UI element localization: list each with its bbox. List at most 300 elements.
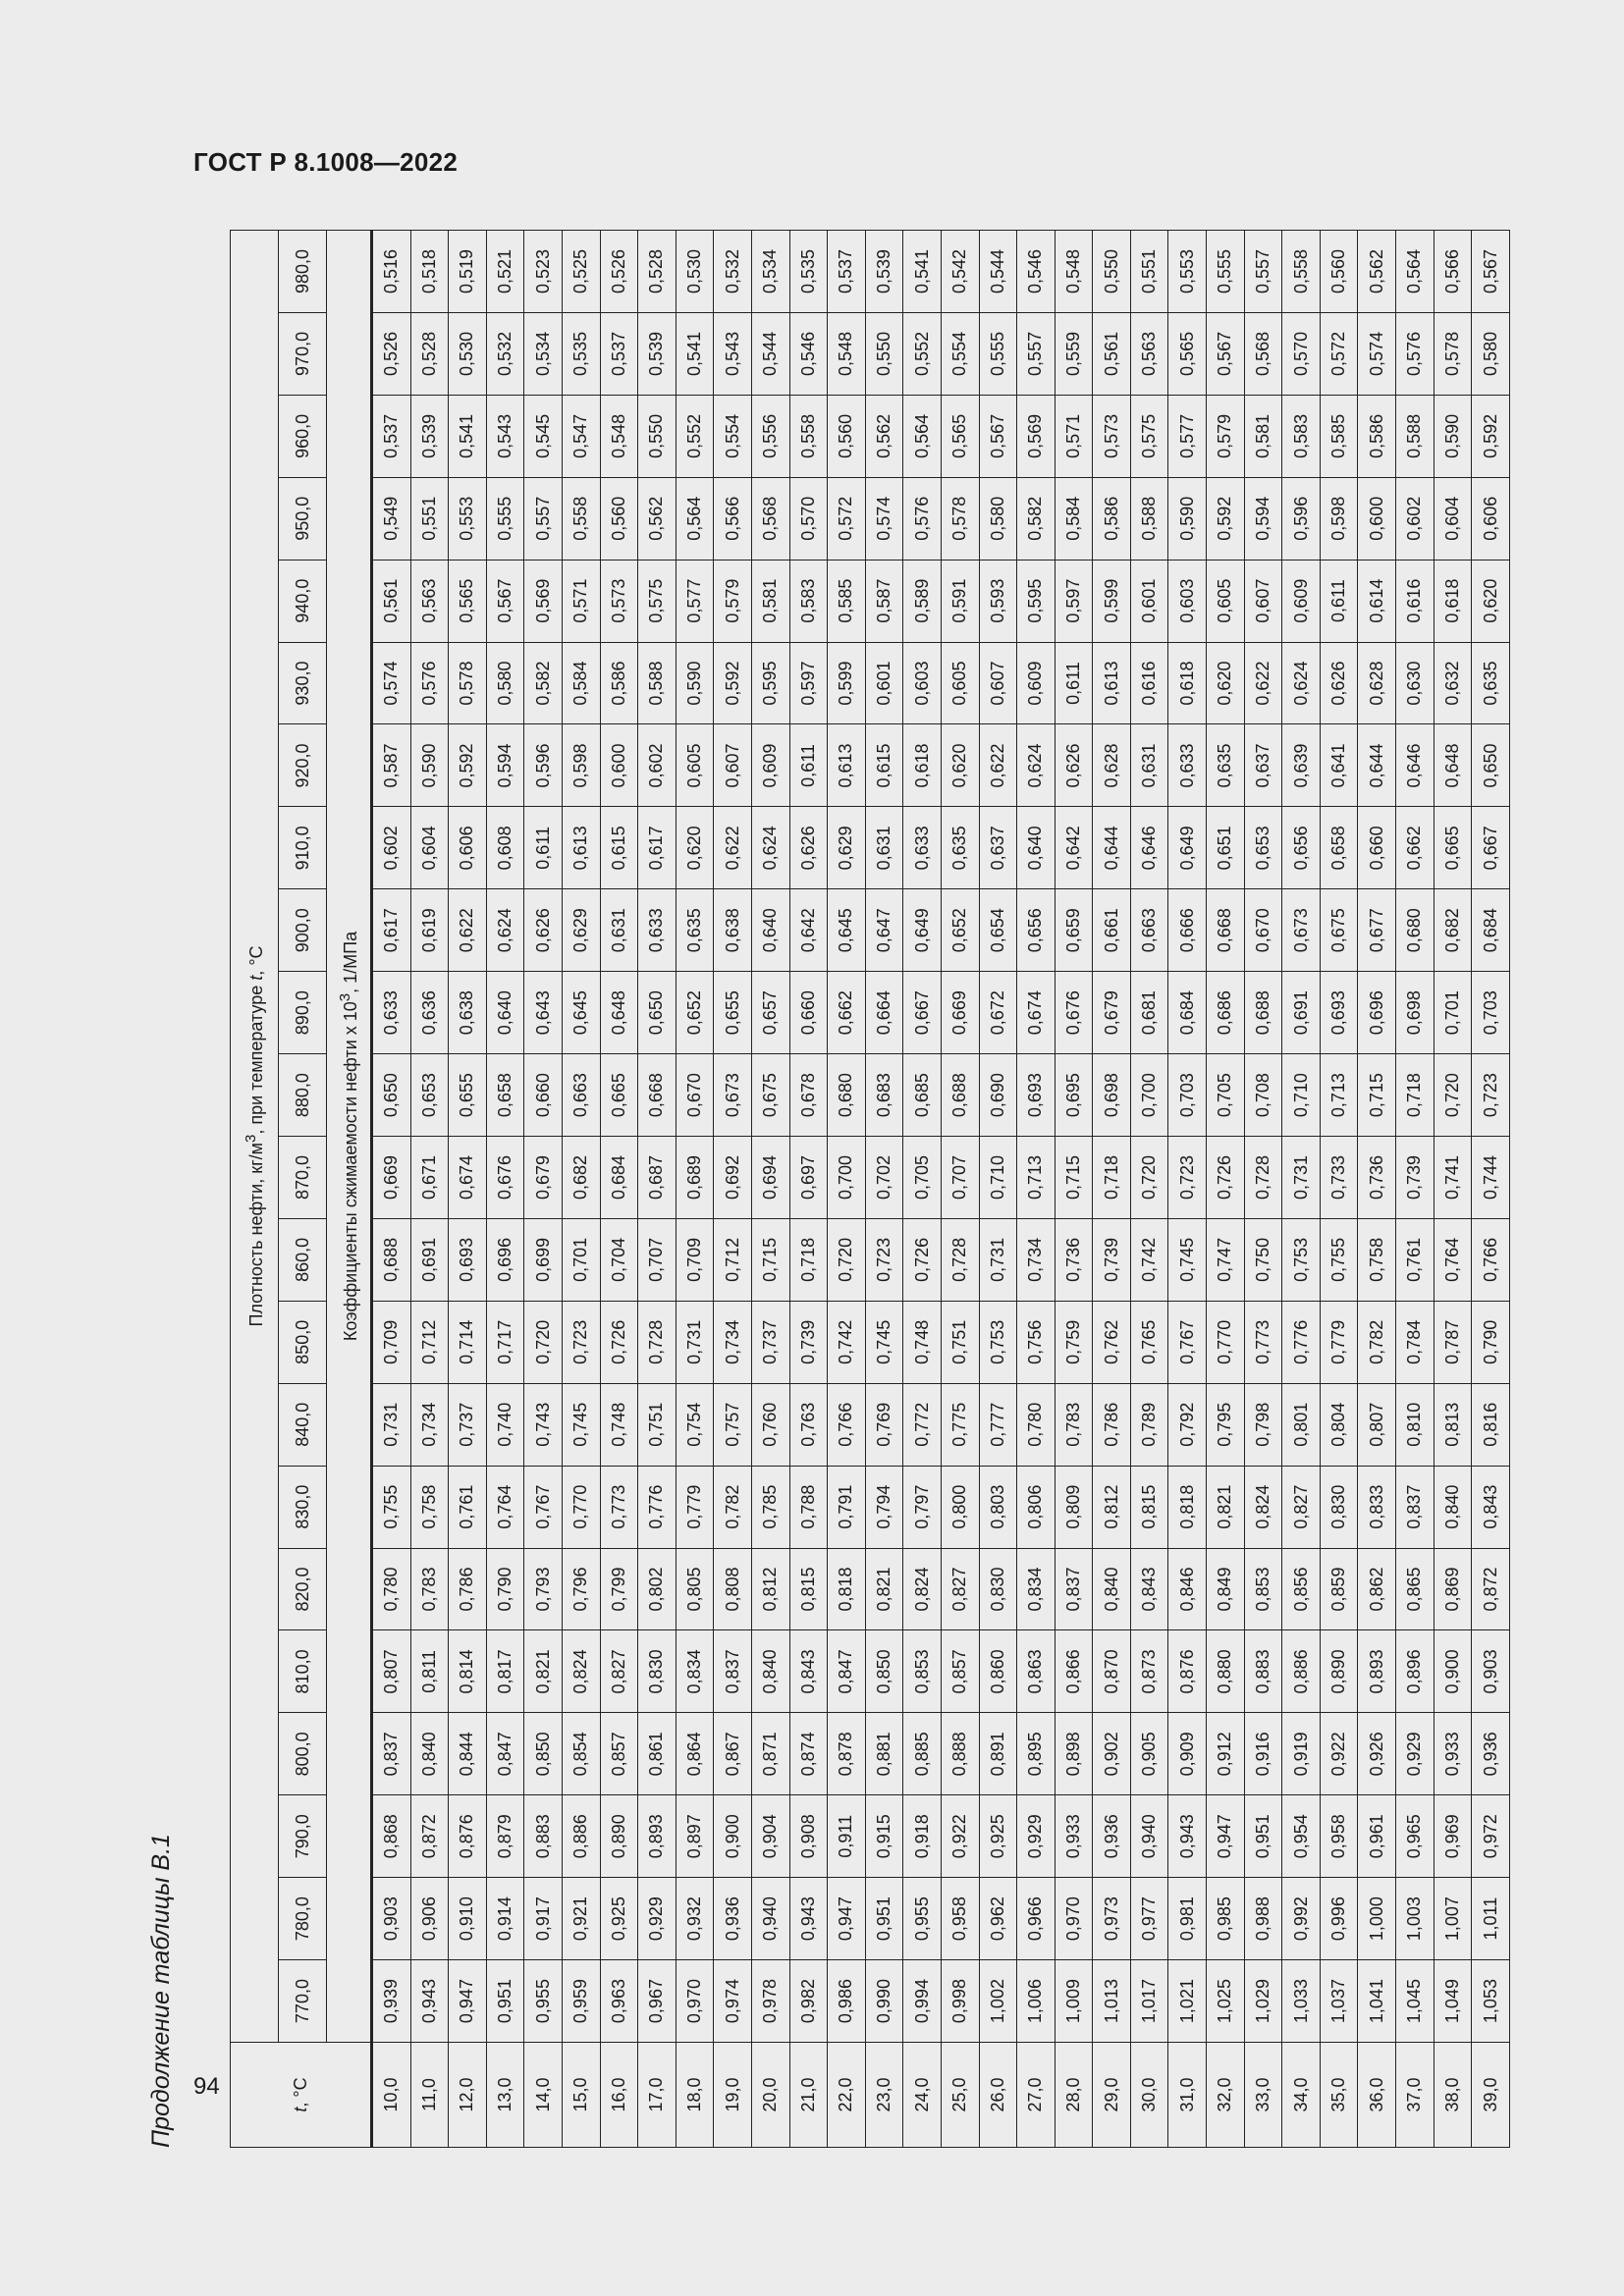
coefficient-cell: 0,766 xyxy=(828,1383,866,1466)
coefficient-cell: 0,565 xyxy=(1168,312,1207,395)
coefficient-cell: 0,815 xyxy=(789,1548,828,1630)
coefficient-cell: 0,642 xyxy=(1055,807,1093,889)
coefficient-cell: 0,940 xyxy=(1130,1795,1168,1878)
coefficient-cell: 0,564 xyxy=(903,395,942,477)
coefficient-cell: 0,560 xyxy=(600,477,638,560)
coefficient-cell: 0,637 xyxy=(1244,724,1282,807)
coefficient-cell: 0,996 xyxy=(1320,1878,1358,1960)
temperature-cell: 31,0 xyxy=(1168,2043,1207,2148)
coefficient-cell: 0,550 xyxy=(1093,231,1131,313)
coefficient-cell: 0,592 xyxy=(449,724,487,807)
density-values-row xyxy=(279,231,327,2148)
coefficient-cell: 0,751 xyxy=(941,1301,979,1383)
coefficient-cell: 0,541 xyxy=(903,231,942,313)
coefficient-cell: 0,700 xyxy=(828,1137,866,1219)
coefficient-cell: 0,551 xyxy=(1130,231,1168,313)
coefficient-cell: 0,736 xyxy=(1055,1218,1093,1301)
coefficient-cell: 0,563 xyxy=(410,560,449,642)
coefficient-cell: 0,844 xyxy=(449,1713,487,1795)
coefficient-cell: 0,543 xyxy=(486,395,524,477)
coefficient-cell: 0,617 xyxy=(372,889,411,972)
coefficient-cell: 0,759 xyxy=(1055,1301,1093,1383)
coefficient-cell: 0,534 xyxy=(751,231,789,313)
coefficient-cell: 0,758 xyxy=(1358,1218,1396,1301)
coefficient-cell: 0,560 xyxy=(828,395,866,477)
coefficient-cell: 0,609 xyxy=(1017,642,1056,724)
coefficient-cell: 0,659 xyxy=(1055,889,1093,972)
coefficient-cell: 0,605 xyxy=(1207,560,1245,642)
coefficient-cell: 0,580 xyxy=(1472,312,1510,395)
coefficient-cell: 0,528 xyxy=(410,312,449,395)
table-row xyxy=(600,231,638,2148)
coefficient-cell: 0,734 xyxy=(410,1383,449,1466)
coefficient-cell: 0,900 xyxy=(714,1795,752,1878)
coefficient-cell: 0,594 xyxy=(486,724,524,807)
coefficient-cell: 0,607 xyxy=(979,642,1017,724)
coefficient-cell: 0,548 xyxy=(828,312,866,395)
density-column-header: 970,0 xyxy=(279,312,327,395)
coefficient-cell: 0,686 xyxy=(1207,972,1245,1054)
coefficient-cell: 0,699 xyxy=(524,1218,563,1301)
coefficient-cell: 0,626 xyxy=(1320,642,1358,724)
coefficient-cell: 0,626 xyxy=(1055,724,1093,807)
coefficient-cell: 0,691 xyxy=(410,1218,449,1301)
coefficient-cell: 0,879 xyxy=(486,1795,524,1878)
coefficient-cell: 0,544 xyxy=(751,312,789,395)
coefficient-cell: 0,981 xyxy=(1168,1878,1207,1960)
coefficient-cell: 0,786 xyxy=(449,1548,487,1630)
coefficient-cell: 0,951 xyxy=(1244,1795,1282,1878)
coefficient-cell: 0,731 xyxy=(1282,1137,1321,1219)
coefficient-cell: 0,812 xyxy=(1093,1466,1131,1548)
density-column-header: 800,0 xyxy=(279,1713,327,1795)
coefficient-cell: 0,788 xyxy=(789,1466,828,1548)
coefficient-cell: 0,606 xyxy=(1472,477,1510,560)
coefficient-cell: 1,053 xyxy=(1472,1960,1510,2043)
coefficient-cell: 0,785 xyxy=(751,1466,789,1548)
coefficient-cell: 0,557 xyxy=(1244,231,1282,313)
coefficient-cell: 0,651 xyxy=(1207,807,1245,889)
coefficient-cell: 0,916 xyxy=(1244,1713,1282,1795)
coefficient-cell: 0,862 xyxy=(1358,1548,1396,1630)
coefficient-cell: 0,951 xyxy=(486,1960,524,2043)
coefficient-cell: 0,639 xyxy=(1282,724,1321,807)
coefficient-cell: 0,632 xyxy=(1434,642,1472,724)
coefficient-cell: 0,584 xyxy=(1055,477,1093,560)
coefficient-cell: 0,589 xyxy=(903,560,942,642)
coefficient-cell: 0,794 xyxy=(865,1466,903,1548)
coefficient-cell: 0,649 xyxy=(903,889,942,972)
coefficient-cell: 0,958 xyxy=(941,1878,979,1960)
coefficient-cell: 0,679 xyxy=(524,1137,563,1219)
coefficient-cell: 0,653 xyxy=(1244,807,1282,889)
coefficient-cell: 0,593 xyxy=(979,560,1017,642)
coefficient-cell: 0,679 xyxy=(1093,972,1131,1054)
coefficient-cell: 0,652 xyxy=(941,889,979,972)
coefficient-cell: 0,667 xyxy=(903,972,942,1054)
coefficient-cell: 0,919 xyxy=(1282,1713,1321,1795)
coefficient-cell: 0,663 xyxy=(562,1054,600,1137)
coefficient-cell: 0,965 xyxy=(1396,1795,1435,1878)
coefficient-cell: 0,675 xyxy=(751,1054,789,1137)
coefficient-cell: 0,783 xyxy=(1055,1383,1093,1466)
coefficient-cell: 0,791 xyxy=(828,1466,866,1548)
coefficient-cell: 0,723 xyxy=(562,1301,600,1383)
temperature-cell: 37,0 xyxy=(1396,2043,1435,2148)
coefficient-cell: 0,578 xyxy=(941,477,979,560)
coefficient-cell: 0,600 xyxy=(1358,477,1396,560)
coefficient-cell: 0,535 xyxy=(789,231,828,313)
temperature-cell: 33,0 xyxy=(1244,2043,1282,2148)
coefficient-cell: 0,662 xyxy=(828,972,866,1054)
coefficient-cell: 0,753 xyxy=(1282,1218,1321,1301)
coefficient-cell: 0,684 xyxy=(600,1137,638,1219)
coefficient-cell: 0,571 xyxy=(1055,395,1093,477)
coefficient-cell: 0,793 xyxy=(524,1548,563,1630)
coefficient-cell: 0,660 xyxy=(789,972,828,1054)
coefficient-cell: 0,857 xyxy=(941,1630,979,1713)
coefficient-cell: 0,526 xyxy=(372,312,411,395)
temperature-cell: 19,0 xyxy=(714,2043,752,2148)
coefficient-cell: 0,539 xyxy=(638,312,677,395)
coefficient-cell: 0,972 xyxy=(1472,1795,1510,1878)
coefficient-cell: 0,622 xyxy=(449,889,487,972)
coefficient-cell: 0,772 xyxy=(903,1383,942,1466)
coefficient-cell: 0,698 xyxy=(1396,972,1435,1054)
coefficient-cell: 0,830 xyxy=(1320,1466,1358,1548)
coefficient-cell: 0,673 xyxy=(1282,889,1321,972)
coefficient-cell: 0,812 xyxy=(751,1548,789,1630)
coefficient-cell: 0,602 xyxy=(372,807,411,889)
coefficient-cell: 0,714 xyxy=(449,1301,487,1383)
coefficient-cell: 0,561 xyxy=(372,560,411,642)
coefficient-cell: 0,776 xyxy=(1282,1301,1321,1383)
coefficient-cell: 0,856 xyxy=(1282,1548,1321,1630)
coefficient-cell: 0,874 xyxy=(789,1713,828,1795)
coefficient-cell: 0,645 xyxy=(562,972,600,1054)
coefficient-cell: 0,890 xyxy=(600,1795,638,1878)
coefficient-cell: 0,726 xyxy=(1207,1137,1245,1219)
coefficient-cell: 0,664 xyxy=(865,972,903,1054)
coefficient-cell: 0,640 xyxy=(751,889,789,972)
coefficient-cell: 0,900 xyxy=(1434,1630,1472,1713)
coefficient-cell: 0,587 xyxy=(865,560,903,642)
coefficient-cell: 0,718 xyxy=(1093,1137,1131,1219)
coefficient-cell: 0,909 xyxy=(1168,1713,1207,1795)
coefficient-cell: 0,622 xyxy=(714,807,752,889)
density-column-header: 950,0 xyxy=(279,477,327,560)
coefficient-cell: 0,557 xyxy=(524,477,563,560)
coefficient-cell: 0,718 xyxy=(1396,1054,1435,1137)
coefficient-cell: 0,859 xyxy=(1320,1548,1358,1630)
temperature-cell: 35,0 xyxy=(1320,2043,1358,2148)
coefficient-cell: 0,961 xyxy=(1358,1795,1396,1878)
coefficient-cell: 0,586 xyxy=(1093,477,1131,560)
coefficient-cell: 0,564 xyxy=(1396,231,1435,313)
coefficient-cell: 0,650 xyxy=(372,1054,411,1137)
temperature-cell: 13,0 xyxy=(486,2043,524,2148)
temperature-cell: 29,0 xyxy=(1093,2043,1131,2148)
coefficient-cell: 0,646 xyxy=(1130,807,1168,889)
coefficient-cell: 0,867 xyxy=(714,1713,752,1795)
coefficient-cell: 0,560 xyxy=(1320,231,1358,313)
coefficient-cell: 0,739 xyxy=(1396,1137,1435,1219)
temperature-cell: 12,0 xyxy=(449,2043,487,2148)
coefficient-cell: 0,958 xyxy=(1320,1795,1358,1878)
coefficient-cell: 0,710 xyxy=(1282,1054,1321,1137)
coefficient-cell: 0,698 xyxy=(1093,1054,1131,1137)
coefficient-cell: 0,635 xyxy=(1472,642,1510,724)
coefficient-cell: 1,006 xyxy=(1017,1960,1056,2043)
coefficient-cell: 0,743 xyxy=(524,1383,563,1466)
coefficient-cell: 0,599 xyxy=(1093,560,1131,642)
coefficient-cell: 0,821 xyxy=(865,1548,903,1630)
coefficient-cell: 0,707 xyxy=(941,1137,979,1219)
temperature-cell: 23,0 xyxy=(865,2043,903,2148)
coefficient-cell: 0,614 xyxy=(1358,560,1396,642)
coefficient-cell: 0,893 xyxy=(638,1795,677,1878)
coefficient-cell: 0,541 xyxy=(676,312,714,395)
coefficient-cell: 0,818 xyxy=(828,1548,866,1630)
coefficient-cell: 0,655 xyxy=(449,1054,487,1137)
coefficient-cell: 0,777 xyxy=(979,1383,1017,1466)
table-row xyxy=(828,231,866,2148)
coefficient-cell: 0,807 xyxy=(372,1630,411,1713)
coefficient-cell: 0,798 xyxy=(1244,1383,1282,1466)
table-row xyxy=(676,231,714,2148)
coefficient-cell: 0,951 xyxy=(865,1878,903,1960)
coefficient-cell: 0,597 xyxy=(789,642,828,724)
coefficient-cell: 0,629 xyxy=(828,807,866,889)
coefficient-cell: 0,723 xyxy=(1472,1054,1510,1137)
coefficient-cell: 1,029 xyxy=(1244,1960,1282,2043)
table-row xyxy=(449,231,487,2148)
coefficient-cell: 0,550 xyxy=(638,395,677,477)
coefficient-cell: 0,582 xyxy=(1017,477,1056,560)
coefficient-cell: 0,654 xyxy=(979,889,1017,972)
coefficient-cell: 0,737 xyxy=(751,1301,789,1383)
coefficient-cell: 0,720 xyxy=(1434,1054,1472,1137)
coefficient-cell: 0,580 xyxy=(486,642,524,724)
coefficient-cell: 0,863 xyxy=(1017,1630,1056,1713)
coefficient-cell: 0,539 xyxy=(410,395,449,477)
coefficient-cell: 0,910 xyxy=(449,1878,487,1960)
coefficient-cell: 0,613 xyxy=(1093,642,1131,724)
coefficient-cell: 0,933 xyxy=(1434,1713,1472,1795)
coefficient-cell: 0,611 xyxy=(1055,642,1093,724)
coefficient-cell: 0,936 xyxy=(714,1878,752,1960)
density-column-header: 780,0 xyxy=(279,1878,327,1960)
coefficient-cell: 0,666 xyxy=(1168,889,1207,972)
density-column-header: 840,0 xyxy=(279,1383,327,1466)
table-row xyxy=(372,231,411,2148)
coefficient-cell: 0,640 xyxy=(1017,807,1056,889)
coefficient-cell: 0,947 xyxy=(828,1878,866,1960)
coefficient-cell: 0,624 xyxy=(1017,724,1056,807)
density-column-header: 880,0 xyxy=(279,1054,327,1137)
coefficient-cell: 0,574 xyxy=(865,477,903,560)
coefficient-cell: 0,578 xyxy=(449,642,487,724)
coefficient-cell: 0,799 xyxy=(600,1548,638,1630)
coefficient-cell: 0,615 xyxy=(600,807,638,889)
coefficient-cell: 0,676 xyxy=(486,1137,524,1219)
coefficient-cell: 0,717 xyxy=(486,1301,524,1383)
coefficient-cell: 0,693 xyxy=(449,1218,487,1301)
coefficient-cell: 0,881 xyxy=(865,1713,903,1795)
coefficient-cell: 0,619 xyxy=(410,889,449,972)
coefficient-cell: 0,761 xyxy=(449,1466,487,1548)
coefficient-cell: 1,003 xyxy=(1396,1878,1435,1960)
coefficient-cell: 0,635 xyxy=(1207,724,1245,807)
density-column-header: 900,0 xyxy=(279,889,327,972)
coefficient-cell: 0,526 xyxy=(600,231,638,313)
coefficient-cell: 0,596 xyxy=(1282,477,1321,560)
coefficient-cell: 0,790 xyxy=(1472,1301,1510,1383)
coefficient-cell: 0,675 xyxy=(1320,889,1358,972)
temperature-cell: 17,0 xyxy=(638,2043,677,2148)
table-row xyxy=(751,231,789,2148)
coefficient-cell: 0,737 xyxy=(449,1383,487,1466)
coefficient-cell: 0,605 xyxy=(941,642,979,724)
coefficient-cell: 0,990 xyxy=(865,1960,903,2043)
coefficient-cell: 0,587 xyxy=(372,724,411,807)
coefficient-cell: 0,598 xyxy=(1320,477,1358,560)
coefficient-cell: 0,728 xyxy=(941,1218,979,1301)
coefficient-cell: 0,597 xyxy=(1055,560,1093,642)
coefficient-cell: 0,813 xyxy=(1434,1383,1472,1466)
coefficient-cell: 0,550 xyxy=(865,312,903,395)
coefficient-cell: 0,583 xyxy=(1282,395,1321,477)
coefficient-cell: 0,762 xyxy=(1093,1301,1131,1383)
coefficient-cell: 0,817 xyxy=(486,1630,524,1713)
coefficient-cell: 0,804 xyxy=(1320,1383,1358,1466)
coefficient-cell: 0,850 xyxy=(865,1630,903,1713)
coefficient-cell: 0,702 xyxy=(865,1137,903,1219)
coefficient-cell: 0,570 xyxy=(789,477,828,560)
temperature-cell: 16,0 xyxy=(600,2043,638,2148)
coefficient-cell: 0,764 xyxy=(1434,1218,1472,1301)
coefficient-cell: 0,620 xyxy=(1472,560,1510,642)
coefficient-cell: 0,773 xyxy=(600,1466,638,1548)
coefficient-cell: 0,574 xyxy=(372,642,411,724)
coefficient-cell: 0,959 xyxy=(562,1960,600,2043)
density-column-header: 910,0 xyxy=(279,807,327,889)
coefficient-cell: 0,770 xyxy=(1207,1301,1245,1383)
table-row xyxy=(789,231,828,2148)
coefficient-cell: 0,596 xyxy=(524,724,563,807)
coefficient-cell: 0,683 xyxy=(865,1054,903,1137)
coefficient-cell: 0,606 xyxy=(449,807,487,889)
coefficient-cell: 0,555 xyxy=(1207,231,1245,313)
coefficient-cell: 0,626 xyxy=(524,889,563,972)
coefficient-cell: 0,685 xyxy=(903,1054,942,1137)
coefficient-cell: 0,821 xyxy=(524,1630,563,1713)
table-row xyxy=(1320,231,1358,2148)
coefficient-cell: 0,635 xyxy=(676,889,714,972)
temperature-cell: 38,0 xyxy=(1434,2043,1472,2148)
coefficient-cell: 0,963 xyxy=(600,1960,638,2043)
coefficient-cell: 0,782 xyxy=(1358,1301,1396,1383)
coefficient-cell: 0,885 xyxy=(903,1713,942,1795)
coefficient-cell: 0,745 xyxy=(865,1301,903,1383)
coefficient-cell: 0,523 xyxy=(524,231,563,313)
coefficient-cell: 0,672 xyxy=(979,972,1017,1054)
table-row xyxy=(865,231,903,2148)
coefficient-cell: 0,638 xyxy=(449,972,487,1054)
coefficient-cell: 0,731 xyxy=(676,1301,714,1383)
coefficient-cell: 0,758 xyxy=(410,1466,449,1548)
coefficient-cell: 0,888 xyxy=(941,1713,979,1795)
coefficient-cell: 0,906 xyxy=(410,1878,449,1960)
coefficient-cell: 0,577 xyxy=(676,560,714,642)
coefficient-cell: 0,775 xyxy=(941,1383,979,1466)
density-column-header: 940,0 xyxy=(279,560,327,642)
document-header: ГОСТ Р 8.1008—2022 xyxy=(193,147,459,177)
rotated-table-block xyxy=(147,230,1522,2148)
table-row xyxy=(410,231,449,2148)
coefficient-cell: 0,696 xyxy=(486,1218,524,1301)
coefficient-cell: 0,646 xyxy=(1396,724,1435,807)
coefficient-cell: 0,530 xyxy=(449,312,487,395)
table-row xyxy=(524,231,563,2148)
coefficient-cell: 0,801 xyxy=(1282,1383,1321,1466)
coefficient-cell: 0,647 xyxy=(865,889,903,972)
coefficient-cell: 0,569 xyxy=(1017,395,1056,477)
coefficient-cell: 0,802 xyxy=(638,1548,677,1630)
density-column-header: 870,0 xyxy=(279,1137,327,1219)
coefficient-cell: 0,947 xyxy=(1207,1795,1245,1878)
coefficient-cell: 0,532 xyxy=(486,312,524,395)
coefficient-cell: 0,521 xyxy=(486,231,524,313)
coefficient-cell: 0,572 xyxy=(828,477,866,560)
coefficient-cell: 0,840 xyxy=(410,1713,449,1795)
coefficient-cell: 0,765 xyxy=(1130,1301,1168,1383)
coefficient-cell: 0,803 xyxy=(979,1466,1017,1548)
coefficient-cell: 0,850 xyxy=(524,1713,563,1795)
coefficient-cell: 0,700 xyxy=(1130,1054,1168,1137)
coefficient-cell: 0,687 xyxy=(638,1137,677,1219)
coefficient-cell: 0,548 xyxy=(1055,231,1093,313)
coefficient-cell: 0,577 xyxy=(1168,395,1207,477)
coefficient-cell: 0,834 xyxy=(1017,1548,1056,1630)
table-caption: Продолжение таблицы В.1 xyxy=(147,1834,175,2148)
coefficient-cell: 0,806 xyxy=(1017,1466,1056,1548)
coefficient-cell: 0,535 xyxy=(562,312,600,395)
coefficient-cell: 0,837 xyxy=(1055,1548,1093,1630)
coefficient-cell: 0,617 xyxy=(638,807,677,889)
coefficient-cell: 0,658 xyxy=(1320,807,1358,889)
density-column-header: 890,0 xyxy=(279,972,327,1054)
coefficient-cell: 0,692 xyxy=(714,1137,752,1219)
table-row xyxy=(1434,231,1472,2148)
coefficient-cell: 0,988 xyxy=(1244,1878,1282,1960)
coefficient-cell: 0,530 xyxy=(676,231,714,313)
coefficient-cell: 0,590 xyxy=(1168,477,1207,560)
coefficient-cell: 0,922 xyxy=(1320,1713,1358,1795)
coefficient-cell: 0,552 xyxy=(676,395,714,477)
coefficient-cell: 0,827 xyxy=(941,1548,979,1630)
coefficient-cell: 0,897 xyxy=(676,1795,714,1878)
coefficient-cell: 0,604 xyxy=(1434,477,1472,560)
coefficient-cell: 0,546 xyxy=(789,312,828,395)
coefficient-cell: 0,549 xyxy=(372,477,411,560)
table-row xyxy=(1168,231,1207,2148)
temperature-cell: 36,0 xyxy=(1358,2043,1396,2148)
coefficient-cell: 0,970 xyxy=(1055,1878,1093,1960)
coefficient-cell: 0,847 xyxy=(828,1630,866,1713)
density-column-header: 960,0 xyxy=(279,395,327,477)
coefficient-cell: 0,669 xyxy=(372,1137,411,1219)
